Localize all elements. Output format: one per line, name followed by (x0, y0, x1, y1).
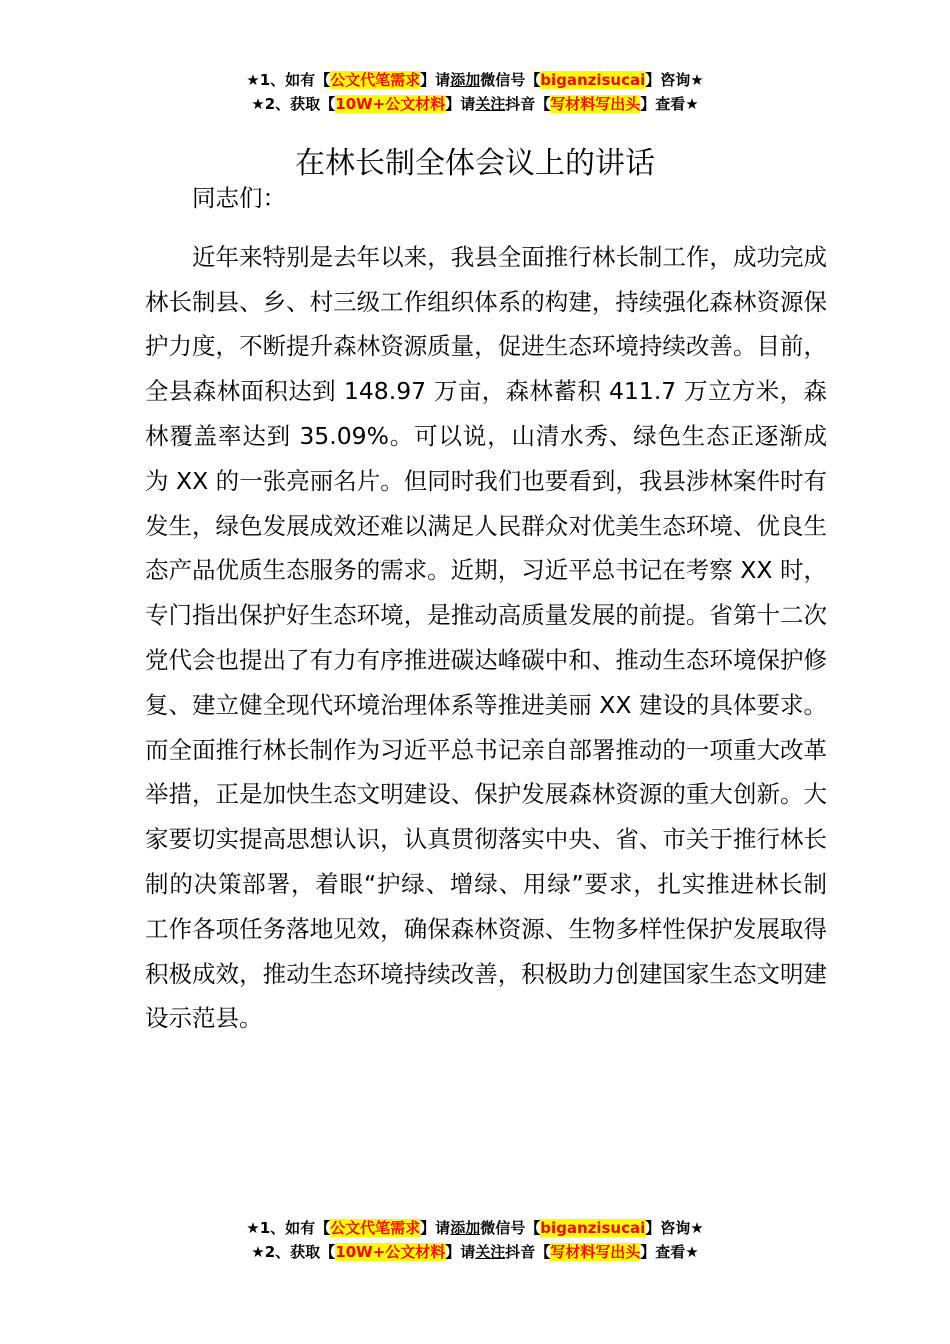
footer-banner (0, 1216, 950, 1264)
document-title: 在林长制全体会议上的讲话 (295, 146, 655, 182)
highlight-douyin-id: 写材料写出头 (550, 95, 641, 113)
banner-line-2: ★2、获取【10W+公文材料】请关注抖音【写材料写出头】查看★ (251, 95, 699, 113)
highlight-service: 公文代笔需求 (330, 1219, 421, 1237)
highlight-wechat-id: biganzisucai (540, 71, 646, 89)
banner-line-2: ★2、获取【10W+公文材料】请关注抖音【写材料写出头】查看★ (251, 1243, 699, 1261)
banner-line-1: ★1、如有【公文代笔需求】请添加微信号【biganzisucai】咨询★ (246, 71, 704, 89)
highlight-materials: 10W+公文材料 (335, 1243, 446, 1261)
header-banner (0, 68, 950, 116)
banner-line-1: ★1、如有【公文代笔需求】请添加微信号【biganzisucai】咨询★ (246, 1219, 704, 1237)
body-paragraph: 近年来特别是去年以来，我县全面推行林长制工作，成功完成林长制县、乡、村三级工作组织体系的构建，持续强化森林资源保护力度，不断提升森林资源质量，促进生态环境持续改善。目前，全县森林面积达到 148.97 万亩，森林蓄积 411.7 万立方米，森林覆盖率达到 35.09%。可以说，山清水秀、绿色生态正逐渐成为 XX 的一张亮丽名片。但同时我们也要看到，我县涉林案件时有发生，绿色发展成效还难以满足人民群众对优美生态环境、优良生态产品优质生态服务的需求。近期，习近平总书记在考察 XX 时，专门指出保护好生态环境，是推动高质量发展的前提。省第十二次党代会也提出了有力有序推进碳达峰碳中和、推动生态环境保护修复、建立健全现代环境治理体系等推进美丽 XX 建设的具体要求。而全面推行林长制作为习近平总书记亲自部署推动的一项重大改革举措，正是加快生态文明建设、保护发展森林资源的重大创新。大家要切实提高思想认识，认真贯彻落实中央、省、市关于推行林长制的决策部署，着眼“护绿、增绿、用绿”要求，扎实推进林长制工作各项任务落地见效，确保森林资源、生物多样性保护发展取得积极成效，推动生态环境持续改善，积极助力创建国家生态文明建设示范县。 (145, 242, 827, 1033)
highlight-service: 公文代笔需求 (330, 71, 421, 89)
highlight-douyin-id: 写材料写出头 (550, 1243, 641, 1261)
highlight-materials: 10W+公文材料 (335, 95, 446, 113)
greeting: 同志们： (192, 184, 286, 212)
document-body (145, 176, 827, 1041)
highlight-wechat-id: biganzisucai (540, 1219, 646, 1237)
